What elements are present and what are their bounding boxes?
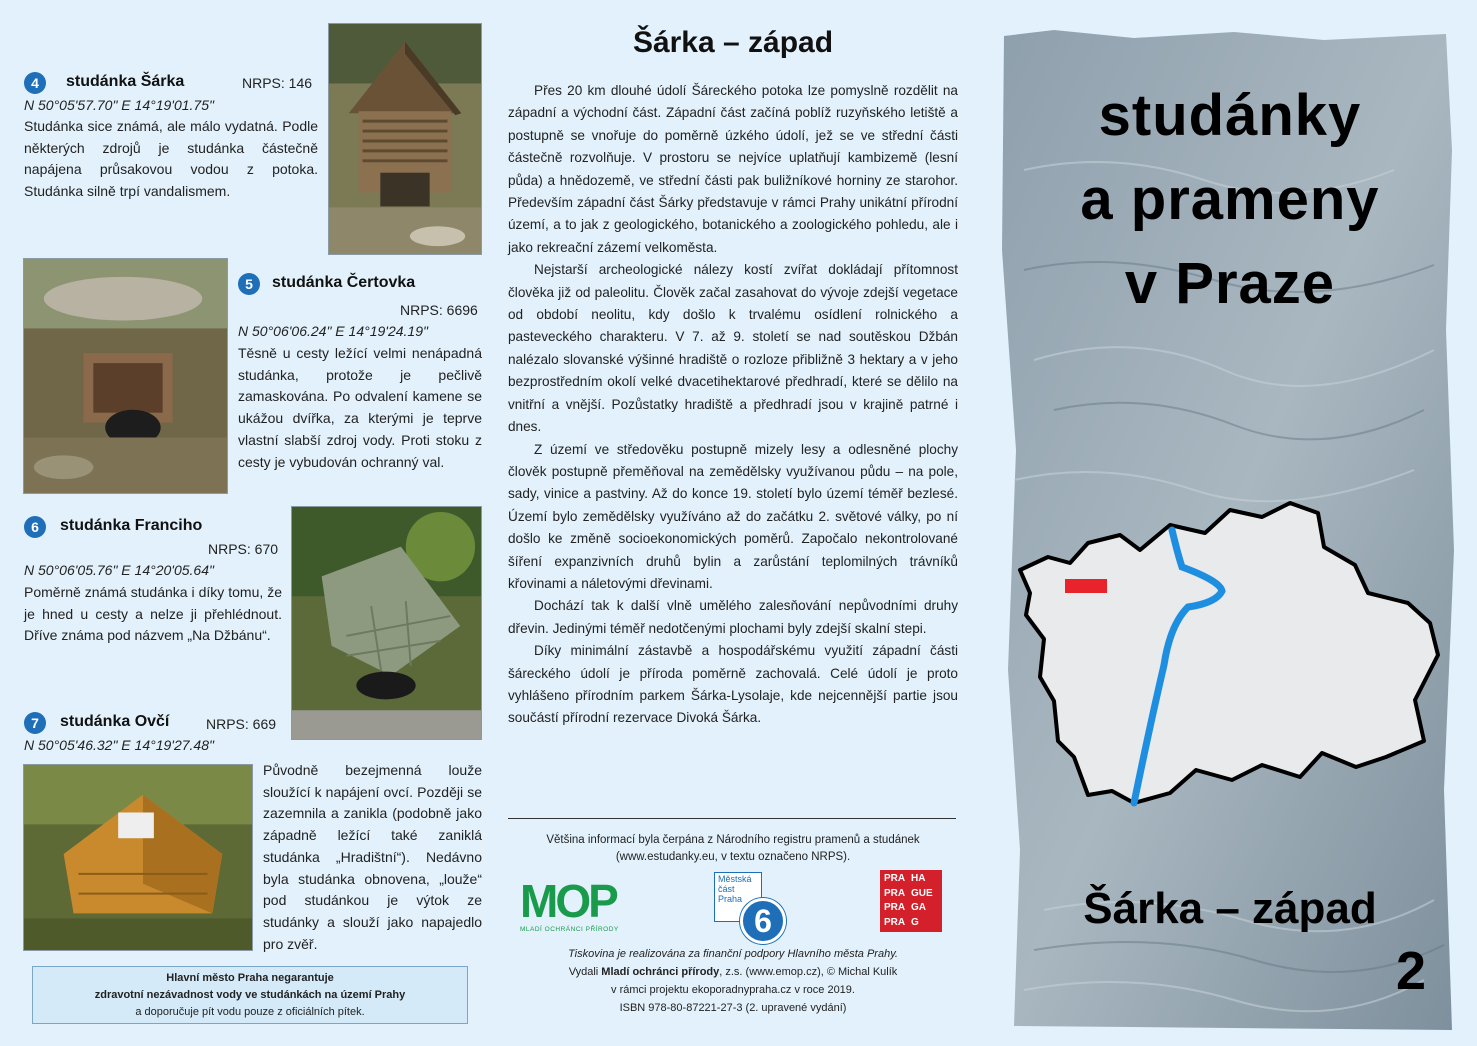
cover-title	[1000, 74, 1460, 326]
praha-logo-cell: HA	[911, 873, 926, 884]
praha-logo	[880, 870, 942, 932]
water-safety-notice	[32, 966, 468, 1024]
credits-text: , z.s. (www.emop.cz), © Michal Kulík	[719, 966, 898, 978]
praha6-number: 6	[740, 898, 786, 944]
photo-studanka-ovci	[23, 764, 253, 951]
credits-line: v rámci projektu ekoporadnypraha.cz v roce 2019.	[611, 984, 855, 996]
credits-line	[508, 963, 958, 981]
praha-logo-cell: PRA	[884, 887, 906, 899]
spring-coordinates: N 50°06'05.76" E 14°20'05.64"	[24, 562, 214, 578]
praha-logo-cell: PRA	[884, 916, 906, 928]
spring-title: studánka Šárka	[66, 73, 185, 90]
spring-description: Těsně u cesty ležící velmi nenápadná studánka, protože je pečlivě zamaskována. Po odvalení kamene se ukážou dvířka, za kterými je teprve vlastní slabší zdroj vody. Proti stoku z cesty je vybudován ochranný val.	[238, 345, 482, 470]
article-paragraph: Nejstarší archeologické nálezy kostí zvířat dokládají přítomnost člověka již od paleolitu. Člověk začal zasahovat do vývoje zdejší vegetace od období neolitu, kdy došlo k trvalému osídlení rolnického a pasteveckého charakteru. V 7. až 9. století se nad soutěskou Džbán nalézalo slovanské výšinné hradiště o rozloze přibližně 3 hektary a v jeho bezprostředním okolí velké dvacetihektarové předhradí, které se dělilo na vnitřní a vnější. Pozůstatky hradiště a předhradí jsou v krajině patrné i dnes.	[508, 262, 958, 435]
source-line: (www.estudanky.eu, v textu označeno NRPS).	[615, 851, 851, 863]
cover-title-line: a prameny	[1080, 167, 1380, 232]
spring-nrps: NRPS: 669	[206, 716, 277, 732]
spring-number-badge: 5	[238, 273, 260, 295]
credits-publisher: Mladí ochránci přírody	[601, 966, 720, 978]
cover-issue-number: 2	[1396, 941, 1427, 1001]
spring-title: studánka Franciho	[60, 517, 203, 534]
spring-nrps: NRPS: 146	[242, 75, 313, 91]
article-paragraph: Z území ve středověku postupně mizely lesy a odlesněné plochy člověk postupně přeměňoval na zemědělsky využívanou půdu – na pole, sady, vinice a pastviny. Až do konce 19. století bylo území téměř bezlesé. Území bylo zemědělsky využíváno až do začátku 2. světové války, po ní došlo ke změně socioekonomických poměrů. Započalo nekontrolované šíření expanzivních druhů bylin a zarůstání teplomilných trávníků křovinami a náletovými dřevinami.	[508, 441, 958, 591]
article-paragraph: Dochází tak k další vlně umělého zalesňování nepůvodními druhy dřevin. Jedinými téměř nedotčenými plochami byly zdejší skalní stepi.	[508, 598, 958, 636]
praha-logo-cell: GUE	[911, 887, 933, 899]
notice-line: Hlavní město Praha negarantuje	[166, 972, 334, 984]
notice-line: a doporučuje pít vodu pouze z oficiálních pítek.	[135, 1006, 365, 1018]
article-title: Šárka – západ	[632, 26, 834, 59]
credits-text: Vydali	[568, 966, 602, 978]
prague-boundary	[1020, 503, 1438, 803]
spring-number-badge: 4	[24, 72, 46, 94]
credits-line: Tiskovina je realizována za finanční podpory Hlavního města Prahy.	[568, 948, 898, 960]
photo-studanka-franciho	[291, 506, 482, 740]
mop-logo-subtitle: MLADÍ OCHRÁNCI PŘÍRODY	[520, 926, 619, 933]
credits	[508, 945, 958, 1017]
praha-logo-cell: G	[911, 916, 919, 928]
credits-line: ISBN 978-80-87221-27-3 (2. upravené vydání)	[619, 1002, 847, 1014]
photo-studanka-certovka	[23, 258, 228, 494]
notice-line: zdravotní nezávadnost vody ve studánkách na území Prahy	[94, 989, 406, 1001]
praha6-logo	[714, 872, 788, 944]
spring-coordinates: N 50°05'57.70" E 14°19'01.75"	[24, 97, 214, 113]
source-note	[508, 832, 958, 866]
article-paragraph: Díky minimální zástavbě a hospodářskému využití západní části šáreckého údolí je příroda poměrně zachovalá. Celé údolí je proto vyhlášeno přírodním parkem Šárka-Lysolaje, kde nejcennější partie jsou součástí přírodní rezervace Divoká Šárka.	[508, 643, 958, 726]
praha6-label: Městská	[718, 874, 752, 884]
praha-logo-cell: PRA	[884, 902, 906, 913]
cover-title-line: studánky	[1098, 83, 1362, 148]
article-body	[508, 80, 958, 730]
spring-number-badge: 7	[24, 712, 46, 734]
spring-nrps: NRPS: 6696	[400, 302, 478, 318]
praha-logo-cell: GA	[911, 902, 926, 913]
article-paragraph: Přes 20 km dlouhé údolí Šáreckého potoka lze pomyslně rozdělit na západní a východní část. Západní část začíná poblíž ruzyňského letiště a postupně se vnořuje do poměrně úzkého údolí, jež se ve střední části částečně rozvolňuje. V prostoru se nejvíce uplatňují kambizemě (lesní půda) a hnědozemě, ve střední části pak buližníkové horniny ze starohor. Především západní část Šárky představuje v rámci Prahy unikátní přírodní území, a to jak z geologického, botanického a zoologického pohledu, ale i jako rekreační zázemí velkoměsta.	[508, 83, 958, 255]
spring-title: studánka Ovčí	[60, 713, 170, 730]
sarka-west-marker	[1065, 579, 1107, 593]
spring-number-badge: 6	[24, 516, 46, 538]
mop-logo-text: MOP	[520, 875, 616, 927]
cover-title-line: v Praze	[1124, 251, 1336, 316]
cover-subtitle: Šárka – západ	[1083, 884, 1377, 933]
spring-description: Původně bezejmenná louže sloužící k napájení ovcí. Později se zazemnila a zanikla (podobně jako západně ležící také zaniklá studánka „Hradištní“). Nedávno byla studánka obnovena, „louže“ pod studánkou je výtok ze studánky a slouží jako napajedlo pro zvěř.	[263, 762, 482, 952]
mop-logo	[520, 875, 642, 936]
praha6-label: část	[718, 884, 735, 894]
spring-coordinates: N 50°06'06.24" E 14°19'24.19"	[238, 323, 428, 339]
spring-description: Studánka sice známá, ale málo vydatná. Podle některých zdrojů je studánka částečně napájena průsakovou vodou z potoka. Studánka silně trpí vandalismem.	[24, 118, 318, 200]
prague-map	[1000, 495, 1450, 815]
source-line: Většina informací byla čerpána z Národního registru pramenů a studánek	[546, 834, 920, 846]
divider	[508, 818, 956, 819]
spring-nrps: NRPS: 670	[208, 541, 279, 557]
spring-title: studánka Čertovka	[272, 274, 416, 291]
spring-coordinates: N 50°05'46.32" E 14°19'27.48"	[24, 737, 214, 753]
spring-description: Poměrně známá studánka i díky tomu, že je hned u cesty a nelze ji přehlédnout. Dříve známa pod názvem „Na Džbánu“.	[24, 584, 282, 644]
praha6-label: Praha	[718, 894, 743, 904]
praha-logo-cell: PRA	[884, 873, 906, 884]
photo-studanka-sarka	[328, 23, 482, 255]
